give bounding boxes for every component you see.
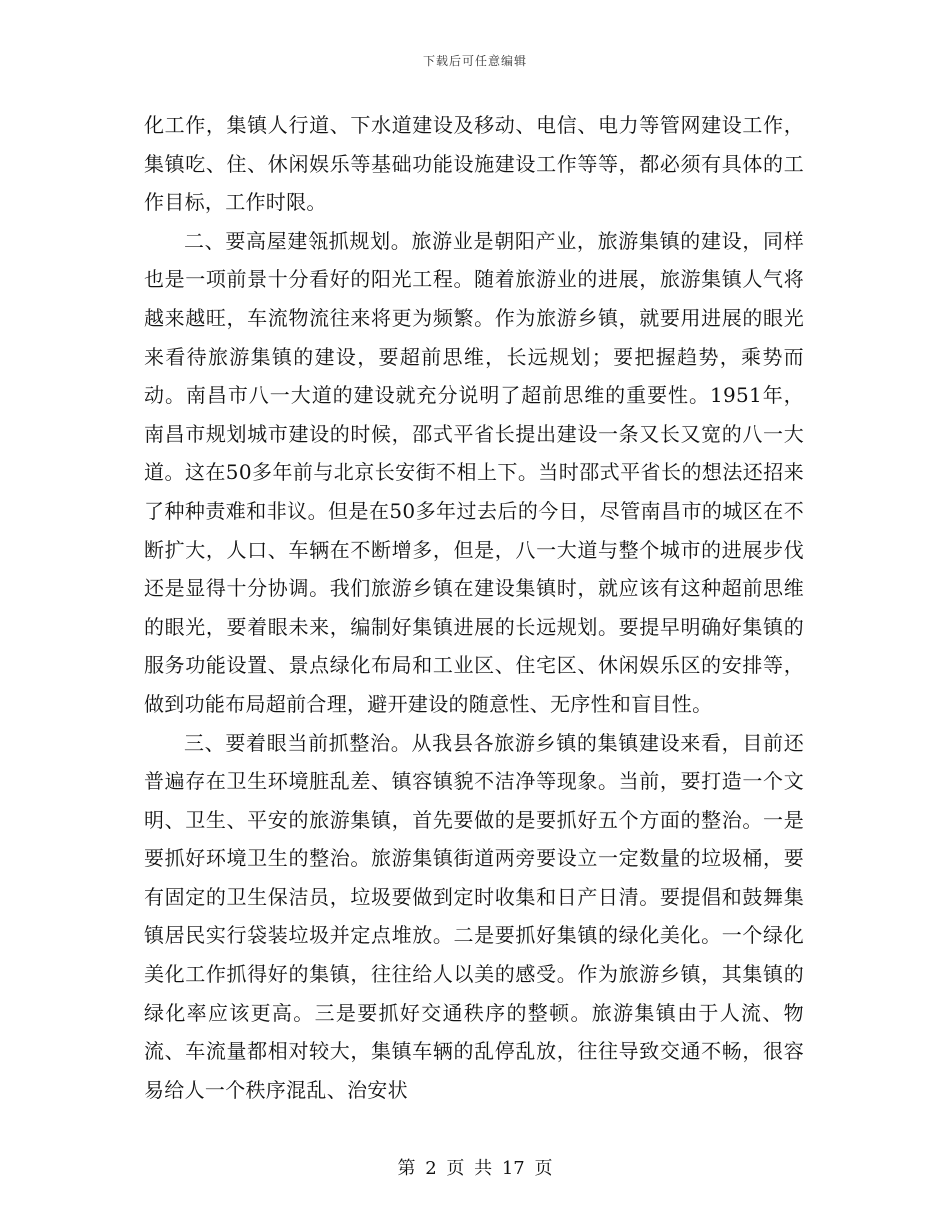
paragraph-2: 二、要高屋建瓴抓规划。旅游业是朝阳产业，旅游集镇的建设，同样也是一项前景十分看好的阳光工程。随着旅游业的进展，旅游集镇人气将越来越旺，车流物流往来将更为频繁。作为旅游乡镇，就要用进展的眼光来看待旅游集镇的建设，要超前思维，长远规划；要把握趋势，乘势而动。南昌市八一大道的建设就充分说明了超前思维的重要性。1951年，南昌市规划城市建设的时候，邵式平省长提出建设一条又长又宽的八一大道。这在50多年前与北京长安街不相上下。当时邵式平省长的想法还招来了种种责难和非议。但是在50多年过去后的今日，尽管南昌市的城区在不断扩大，人口、车辆在不断增多，但是，八一大道与整个城市的进展步伐还是显得十分协调。我们旅游乡镇在建设集镇时，就应该有这种超前思维的眼光，要着眼未来，编制好集镇进展的长远规划。要提早明确好集镇的服务功能设置、景点绿化布局和工业区、住宅区、休闲娱乐区的安排等，做到功能布局超前合理，避开建设的随意性、无序性和盲目性。 xyxy=(144,228,804,716)
document-body xyxy=(144,106,804,1109)
paragraph-1: 化工作，集镇人行道、下水道建设及移动、电信、电力等管网建设工作，集镇吃、住、休闲娱乐等基础功能设施建设工作等等，都必须有具体的工作目标，工作时限。 xyxy=(144,113,804,215)
page-header: 下载后可任意编辑 xyxy=(422,54,527,68)
paragraph-3: 三、要着眼当前抓整治。从我县各旅游乡镇的集镇建设来看，目前还普遍存在卫生环境脏乱差、镇容镇貌不洁净等现象。当前，要打造一个文明、卫生、平安的旅游集镇，首先要做的是要抓好五个方面的整治。一是要抓好环境卫生的整治。旅游集镇街道两旁要设立一定数量的垃圾桶，要有固定的卫生保洁员，垃圾要做到定时收集和日产日清。要提倡和鼓舞集镇居民实行袋装垃圾并定点堆放。二是要抓好集镇的绿化美化。一个绿化美化工作抓得好的集镇，往往给人以美的感受。作为旅游乡镇，其集镇的绿化率应该更高。三是要抓好交通秩序的整顿。旅游集镇由于人流、物流、车流量都相对较大，集镇车辆的乱停乱放，往往导致交通不畅，很容易给人一个秩序混乱、治安状 xyxy=(144,730,804,1102)
page-number-footer: 第 2 页 共 17 页 xyxy=(397,1158,553,1179)
